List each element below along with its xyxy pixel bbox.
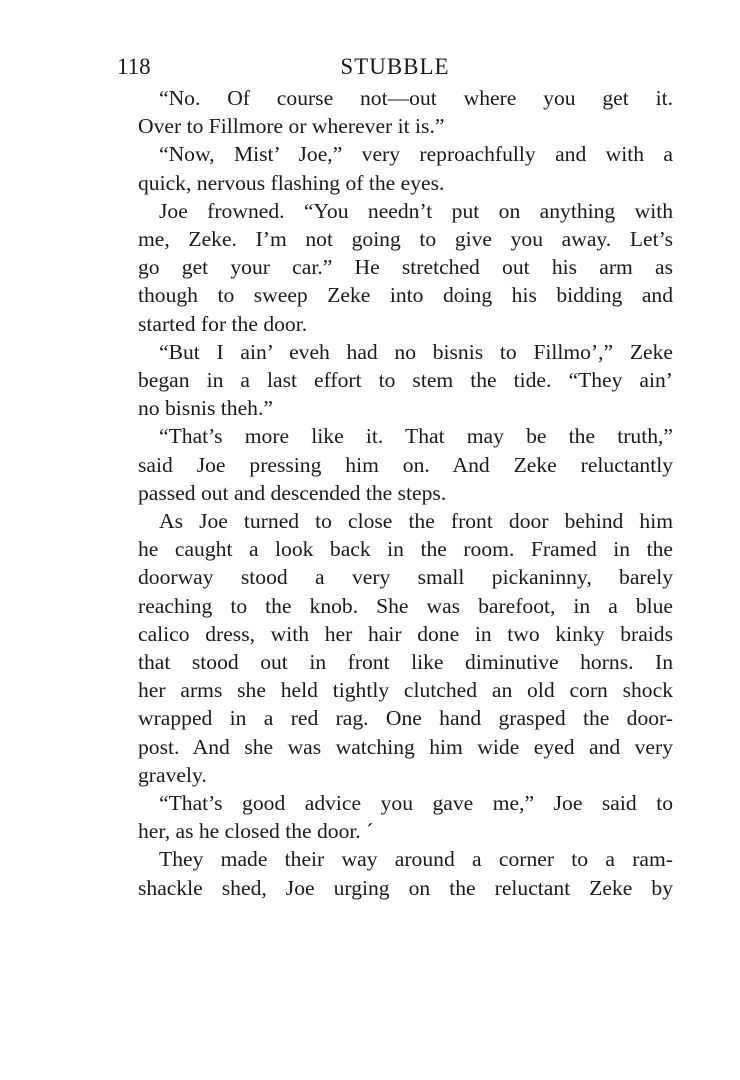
- paragraph: [117, 140, 673, 196]
- running-title: STUBBLE: [340, 54, 450, 79]
- text-line: he caught a look back in the room. Framed in the: [138, 537, 673, 562]
- text-line: started for the door.: [138, 311, 308, 336]
- text-line: gravely.: [138, 762, 207, 787]
- text-line: shackle shed, Joe urging on the reluctant Zeke by: [138, 875, 673, 900]
- text-line: “That’s good advice you gave me,” Joe said to: [159, 791, 673, 816]
- book-page: [117, 50, 673, 902]
- text-line: “But I ain’ eveh had no bisnis to Fillmo’,” Zeke: [159, 339, 673, 364]
- text-line: Over to Fillmore or wherever it is.”: [138, 114, 445, 139]
- text-line: “No. Of course not—out where you get it.: [159, 86, 673, 110]
- body-text: [117, 84, 673, 902]
- text-line: that stood out in front like diminutive horns. In: [138, 650, 673, 675]
- text-line: “That’s more like it. That may be the truth,”: [159, 424, 673, 449]
- text-line: As Joe turned to close the front door behind him: [159, 509, 673, 534]
- text-line: passed out and descended the steps.: [138, 480, 447, 505]
- text-line: post. And she was watching him wide eyed and very: [138, 734, 673, 759]
- paragraph: [117, 422, 673, 507]
- text-line: They made their way around a corner to a ram-: [159, 847, 673, 872]
- text-line: quick, nervous flashing of the eyes.: [138, 170, 445, 195]
- text-line: wrapped in a red rag. One hand grasped the door-: [138, 706, 673, 731]
- text-line: Joe frowned. “You needn’t put on anything with: [159, 198, 673, 223]
- paragraph: [117, 789, 673, 845]
- text-line: began in a last effort to stem the tide. “They ain’: [138, 368, 673, 393]
- text-line: me, Zeke. I’m not going to give you away. Let’s: [138, 227, 673, 252]
- page-number: 118: [117, 54, 151, 79]
- text-line: though to sweep Zeke into doing his bidding and: [138, 283, 673, 308]
- text-line: said Joe pressing him on. And Zeke reluctantly: [138, 452, 673, 477]
- text-line: no bisnis theh.”: [138, 396, 273, 421]
- text-line: calico dress, with her hair done in two kinky braids: [138, 621, 673, 646]
- text-line: her, as he closed the door. ˊ: [138, 819, 374, 844]
- paragraph: [117, 84, 673, 140]
- paragraph: [117, 845, 673, 901]
- paragraph: [117, 338, 673, 423]
- paragraph: [117, 197, 673, 338]
- text-line: go get your car.” He stretched out his arm as: [138, 255, 673, 280]
- text-line: reaching to the knob. She was barefoot, in a blue: [138, 593, 673, 618]
- running-head: [117, 50, 673, 84]
- text-line: her arms she held tightly clutched an old corn shock: [138, 678, 673, 703]
- text-line: doorway stood a very small pickaninny, barely: [138, 565, 673, 590]
- paragraph: [117, 507, 673, 789]
- text-line: “Now, Mist’ Joe,” very reproachfully and with a: [159, 142, 673, 167]
